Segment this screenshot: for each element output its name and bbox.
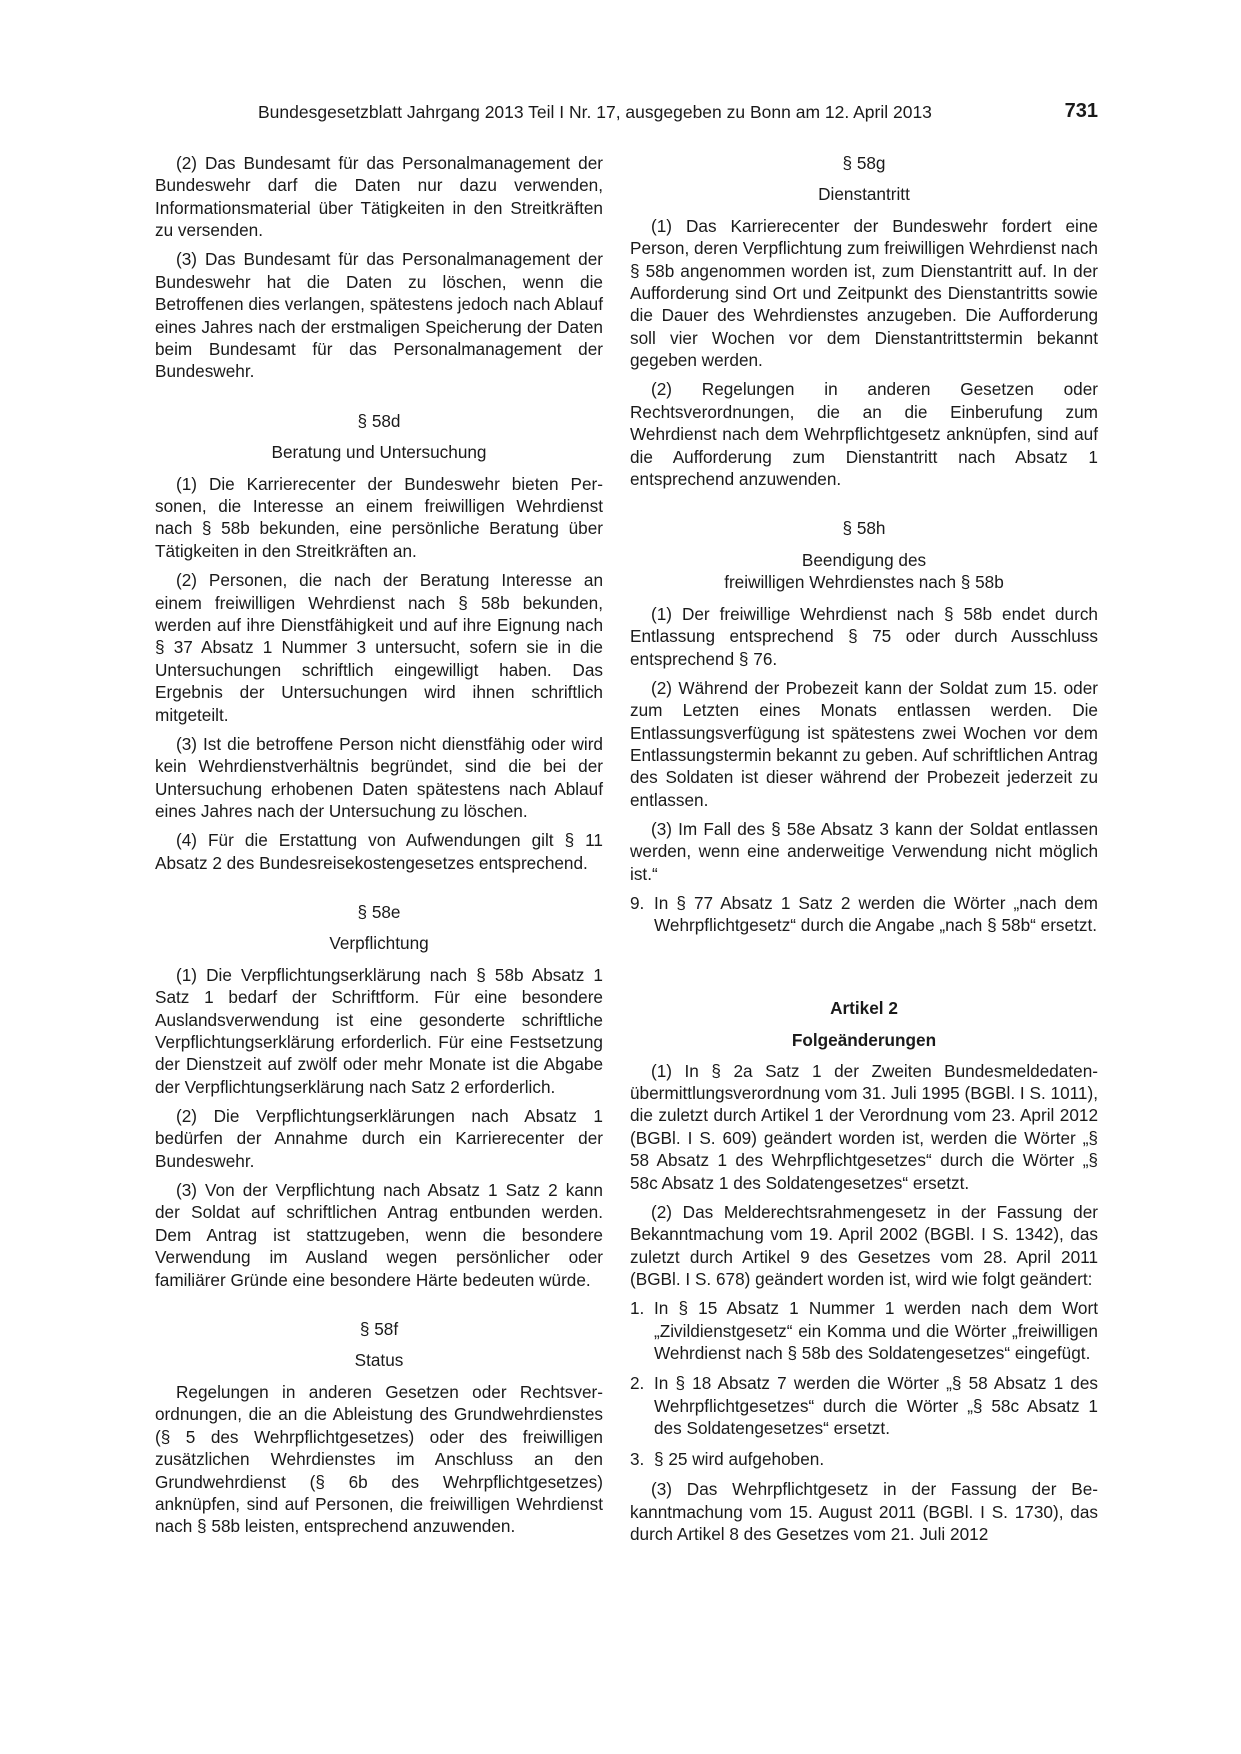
list-item bbox=[630, 892, 1098, 937]
article-title: Folgeänderungen bbox=[791, 1030, 937, 1051]
list-item bbox=[630, 1448, 1098, 1470]
paragraph: (2) Während der Probezeit kann der Soldat zum 15. oder zum Letzten eines Monats entlassen werden. Die Entlassungsverfügung ist spätestens zwei Wochen vor dem Entlassungstermin bekannt zu geben. Auf schriftlichen Antrag des Soldaten ist dieser während der Probezeit jederzeit zu entlassen. bbox=[630, 677, 1098, 810]
list-item-text: In § 77 Absatz 1 Satz 2 werden die Wörter „nach dem Wehrpflichtgesetz“ durch die Angabe „nach § 58b“ ersetzt. bbox=[654, 892, 1098, 936]
section-number-58d: § 58d bbox=[357, 410, 401, 431]
list-item-number: 1. bbox=[630, 1298, 645, 1319]
right-column bbox=[630, 152, 1098, 1552]
paragraph: (4) Für die Erstattung von Aufwendungen gilt § 11 Absatz 2 des Bundesreisekostengesetzes entsprechend. bbox=[155, 830, 603, 873]
section-title-58g: Dienstantritt bbox=[818, 184, 910, 205]
section-number-58h: § 58h bbox=[842, 518, 886, 539]
paragraph: (2) Das Melderechtsrahmengesetz in der Fassung der Bekanntmachung vom 19. April 2002 (BGBl. I S. 1342), das zuletzt durch Artikel 9 des Gesetzes vom 28. April 2011 (BGBl. I S. 678) geändert worden ist, wird wie folgt geändert: bbox=[630, 1201, 1098, 1290]
paragraph: (3) Im Fall des § 58e Absatz 3 kann der Soldat entlassen werden, wenn eine anderweitige Verwendung nicht möglich ist.“ bbox=[630, 818, 1098, 884]
list-item-number: 9. bbox=[630, 892, 645, 913]
section-title-58h-line2: freiwilligen Wehrdienstes nach § 58b bbox=[724, 572, 1004, 593]
page-header bbox=[258, 100, 1098, 130]
paragraph: (2) Regelungen in anderen Gesetzen oder Rechtsverordnungen, die an die Einberufung zum Wehrdienst nach dem Wehrpflichtgesetz anknüpfen, sind auf die Aufforderung zum Dienstantritt nach Absatz 1 entsprechend anzuwenden. bbox=[630, 379, 1098, 490]
paragraph: (1) In § 2a Satz 1 der Zweiten Bundesmeldedatenübermittlungsverordnung vom 31. Juli 1995 (BGBl. I S. 1011), die zuletzt durch Artikel 1 der Verordnung vom 23. April 2012 (BGBl. I S. 609) geändert worden ist, werden die Wörter „§ 58 Absatz 1 des Wehrpflichtgesetzes“ durch die Wörter „§ 58c Absatz 1 des Soldatengesetzes“ ersetzt. bbox=[630, 1060, 1098, 1193]
paragraph: (2) Personen, die nach der Beratung Interesse an einem freiwilligen Wehrdienst nach § 58b bekunden, werden auf ihre Dienstfähigkeit und auf ihre Eignung nach § 37 Absatz 1 Nummer 3 untersucht, sofern sie in die Untersuchungen schriftlich eingewilligt haben. Das Ergebnis der Untersuchungen wird ihnen schriftlich mitgeteilt. bbox=[155, 570, 603, 725]
paragraph: (3) Ist die betroffene Person nicht dienstfähig oder wird kein Wehrdienstverhältnis begründet, sind die bei der Untersuchung erhobenen Daten spätestens nach Ablauf eines Jahres nach der Untersuchung zu löschen. bbox=[155, 733, 603, 821]
paragraph: (1) Das Karrierecenter der Bundeswehr fordert eine Person, deren Verpflichtung zum freiwilligen Wehrdienst nach § 58b angenommen worden ist, zum Dienstantritt auf. In der Aufforderung sind Ort und Zeitpunkt des Dienstantritts sowie die Dauer des Wehrdienstes anzugeben. Die Aufforderung soll vier Wochen vor dem Dienstantrittstermin bekannt gegeben werden. bbox=[630, 215, 1098, 371]
section-title-58h-line1: Beendigung des bbox=[801, 549, 927, 570]
paragraph: (2) Die Verpflichtungserklärungen nach Absatz 1 bedürfen der Annahme durch ein Karrierecenter der Bundeswehr. bbox=[155, 1106, 603, 1171]
running-header-title: Bundesgesetzblatt Jahrgang 2013 Teil I Nr. 17, ausgegeben zu Bonn am 12. April 2013 bbox=[258, 102, 932, 122]
section-title-58f: Status bbox=[354, 1350, 404, 1371]
page-number: 731 bbox=[1064, 100, 1098, 122]
paragraph: Regelungen in anderen Gesetzen oder Rechtsverordnungen, die an die Ableistung des Grundwehrdienstes (§ 5 des Wehrpflichtgesetzes) oder des freiwilligen zusätzlichen Wehrdienstes im Anschluss an den Grundwehrdienst (§ 6b des Wehrpflichtgesetzes) anknüpfen, sind auf Personen, die freiwilligen Wehrdienst nach § 58b leisten, entsprechend anzuwenden. bbox=[155, 1381, 603, 1537]
list-item-text: In § 15 Absatz 1 Nummer 1 werden nach dem Wort „Zivildienstgesetz“ ein Komma und die Wörter „freiwilligen Wehrdienst nach § 58b des Soldatengesetzes“ eingefügt. bbox=[654, 1298, 1098, 1364]
list-item-number: 2. bbox=[630, 1373, 645, 1394]
section-number-58e: § 58e bbox=[357, 901, 401, 922]
section-title-58d: Beratung und Untersuchung bbox=[271, 442, 487, 463]
list-item-text: § 25 wird aufgehoben. bbox=[654, 1448, 825, 1469]
paragraph: (1) Die Verpflichtungserklärung nach § 58b Absatz 1 Satz 1 bedarf der Schriftform. Für eine besondere Auslandsverwendung ist eine gesonderte schriftliche Verpflichtungserklärung erforderlich. Für eine Festsetzung der Dienstzeit auf zwölf oder mehr Monate ist die Abgabe der Verpflichtungserklärung nach Satz 2 erforderlich. bbox=[155, 964, 603, 1097]
paragraph: (1) Die Karrierecenter der Bundeswehr bieten Personen, die Interesse an einem freiwilligen Wehrdienst nach § 58b bekunden, eine persönliche Beratung über Tätigkeiten in den Streitkräften an. bbox=[155, 473, 603, 561]
list-item bbox=[630, 1297, 1098, 1364]
paragraph: (3) Von der Verpflichtung nach Absatz 1 Satz 2 kann der Soldat auf schriftlichen Antrag entbunden werden. Dem Antrag ist stattzugeben, wenn die besondere Verwendung im Ausland wegen persönlicher oder familiärer Gründe eine besondere Härte bedeuten würde. bbox=[155, 1180, 603, 1290]
left-column bbox=[155, 152, 603, 1545]
section-title-58e: Verpflichtung bbox=[329, 933, 429, 954]
list-item bbox=[630, 1372, 1098, 1439]
list-item-number: 3. bbox=[630, 1448, 645, 1469]
paragraph: (3) Das Wehrpflichtgesetz in der Fassung der Bekanntmachung vom 15. August 2011 (BGBl. I S. 1730), das durch Artikel 8 des Gesetzes vom 21. Juli 2012 bbox=[630, 1479, 1098, 1544]
section-number-58g: § 58g bbox=[842, 153, 886, 173]
paragraph: (3) Das Bundesamt für das Personalmanagement der Bundeswehr hat die Daten zu löschen, wenn die Betroffenen dies verlangen, spätestens jedoch nach Ablauf eines Jahres nach der erstmaligen Speicherung der Daten beim Bundesamt für das Personalmanagement der Bundeswehr. bbox=[155, 249, 603, 382]
section-number-58f: § 58f bbox=[359, 1319, 399, 1340]
paragraph: (1) Der freiwillige Wehrdienst nach § 58b endet durch Entlassung entsprechend § 75 oder durch Ausschluss entsprechend § 76. bbox=[630, 603, 1098, 669]
article-heading: Artikel 2 bbox=[830, 997, 898, 1018]
list-item-text: In § 18 Absatz 7 werden die Wörter „§ 58 Absatz 1 des Wehrpflichtgesetzes“ durch die Wörter „§ 58c Absatz 1 des Soldatengesetzes“ ersetzt. bbox=[654, 1373, 1098, 1439]
paragraph: (2) Das Bundesamt für das Personalmanagement der Bundeswehr darf die Daten nur dazu verwenden, Informationsmaterial über Tätigkeiten in den Streitkräften zu versenden. bbox=[155, 153, 603, 241]
